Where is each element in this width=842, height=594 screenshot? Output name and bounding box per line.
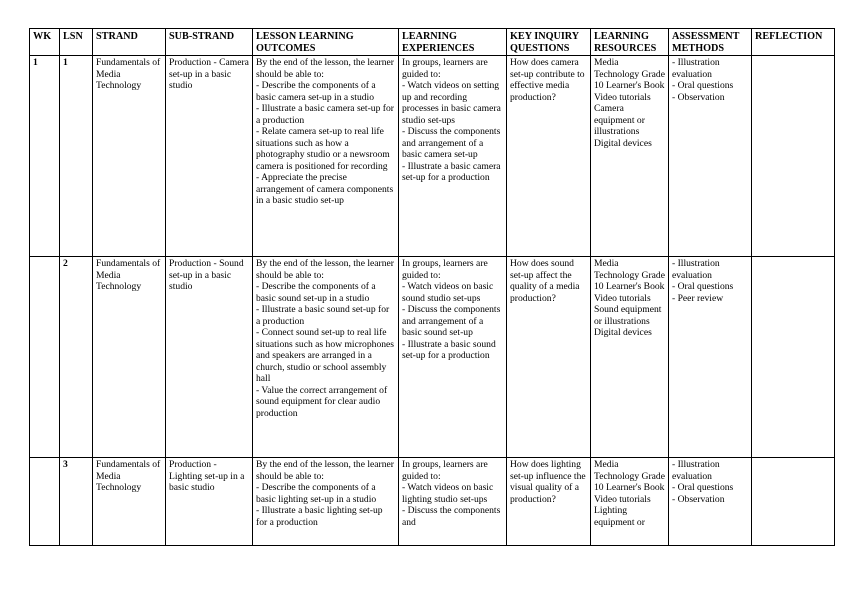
outcome-line: - Illustrate a basic camera set-up for a production xyxy=(256,103,394,126)
assessment-cell xyxy=(669,257,752,458)
outcomes-cell xyxy=(253,257,399,458)
week-cell: 1 xyxy=(30,56,60,257)
strand-cell: Fundamentals of Media Technology xyxy=(93,56,166,257)
assessment-line: - Oral questions xyxy=(672,482,734,494)
assessment-line: - Oral questions xyxy=(672,281,734,293)
resource-line: Media Technology Grade 10 Learner's Book xyxy=(594,459,665,494)
resource-line: Video tutorials xyxy=(594,493,651,505)
outcome-line: - Illustrate a basic sound set-up for a production xyxy=(256,304,390,327)
assessment-cell xyxy=(669,56,752,257)
table-row xyxy=(30,56,835,257)
outcome-line: - Appreciate the precise arrangement of camera components in a basic studio set-up xyxy=(256,172,394,207)
assessment-line: - Peer review xyxy=(672,292,724,304)
outcome-line: - Describe the components of a basic sound set-up in a studio xyxy=(256,281,376,304)
experience-line: - Illustrate a basic sound set-up for a production xyxy=(402,338,496,362)
sub-strand-cell: Production - Lighting set-up in a basic studio xyxy=(166,458,253,546)
week-cell xyxy=(30,458,60,546)
header-inquiry-questions: KEY INQUIRY QUESTIONS xyxy=(507,29,591,56)
resource-line: Video tutorials xyxy=(594,91,651,103)
experience-line: - Discuss the components and arrangement of a basic camera set-up xyxy=(402,126,501,161)
experiences-cell xyxy=(399,56,507,257)
outcome-line: - Relate camera set-up to real life situations such as how a photography studio or a newsroom camera is positioned for recording xyxy=(256,126,390,172)
experience-line: - Illustrate a basic camera set-up for a production xyxy=(402,160,501,184)
header-strand: STRAND xyxy=(93,29,166,56)
outcome-line: - Describe the components of a basic lighting set-up in a studio xyxy=(256,482,377,505)
outcome-line: - Value the correct arrangement of sound equipment for clear audio production xyxy=(256,384,388,419)
inquiry-question-cell: How does lighting set-up influence the visual quality of a production? xyxy=(507,458,591,546)
resource-line: Sound equipment or illustrations xyxy=(594,304,662,327)
assessment-line: - Observation xyxy=(672,493,725,505)
experiences-cell xyxy=(399,458,507,546)
header-wk: WK xyxy=(30,29,60,56)
outcomes-cell xyxy=(253,458,399,546)
header-lsn: LSN xyxy=(60,29,93,56)
header-outcomes: LESSON LEARNING OUTCOMES xyxy=(253,29,399,56)
outcome-line: By the end of the lesson, the learner should be able to: xyxy=(256,258,394,281)
lesson-cell: 1 xyxy=(60,56,93,257)
table-row xyxy=(30,257,835,458)
resource-line: Media Technology Grade 10 Learner's Book xyxy=(594,57,665,92)
table-row xyxy=(30,458,835,546)
resource-line: Video tutorials xyxy=(594,292,651,304)
header-row xyxy=(30,29,835,56)
assessment-line: - Observation xyxy=(672,91,725,103)
strand-cell: Fundamentals of Media Technology xyxy=(93,257,166,458)
resources-cell xyxy=(591,56,669,257)
resource-line: Media Technology Grade 10 Learner's Book xyxy=(594,258,665,293)
resource-line: Camera equipment or illustrations xyxy=(594,103,645,138)
resources-cell xyxy=(591,257,669,458)
outcome-line: By the end of the lesson, the learner should be able to: xyxy=(256,459,394,482)
experience-line: In groups, learners are guided to: xyxy=(402,258,488,281)
reflection-cell xyxy=(752,257,835,458)
resources-cell xyxy=(591,458,669,546)
assessment-line: - Illustration evaluation xyxy=(672,258,720,281)
assessment-line: - Oral questions xyxy=(672,80,734,92)
experience-line: - Discuss the components and arrangement of a basic sound set-up xyxy=(402,304,501,339)
strand-cell: Fundamentals of Media Technology xyxy=(93,458,166,546)
inquiry-question-cell: How does sound set-up affect the quality of a media production? xyxy=(507,257,591,458)
lesson-cell: 3 xyxy=(60,458,93,546)
outcome-line: - Connect sound set-up to real life situations such as how microphones and speakers are arranged in a church, studio or school assembly hall xyxy=(256,327,395,385)
reflection-cell xyxy=(752,458,835,546)
header-sub-strand: SUB-STRAND xyxy=(166,29,253,56)
outcomes-cell xyxy=(253,56,399,257)
sub-strand-cell: Production - Camera set-up in a basic studio xyxy=(166,56,253,257)
experience-line: - Watch videos on basic sound studio set-ups xyxy=(402,281,494,304)
assessment-line: - Illustration evaluation xyxy=(672,459,720,482)
header-assessment: ASSESSMENT METHODS xyxy=(669,29,752,56)
lesson-cell: 2 xyxy=(60,257,93,458)
inquiry-question-cell: How does camera set-up contribute to effective media production? xyxy=(507,56,591,257)
header-reflection: REFLECTION xyxy=(752,29,835,56)
outcome-line: By the end of the lesson, the learner should be able to: xyxy=(256,57,394,80)
sub-strand-cell: Production - Sound set-up in a basic studio xyxy=(166,257,253,458)
header-experiences: LEARNING EXPERIENCES xyxy=(399,29,507,56)
resource-line: Digital devices xyxy=(594,327,652,339)
week-cell xyxy=(30,257,60,458)
experiences-cell xyxy=(399,257,507,458)
experience-line: - Watch videos on basic lighting studio set-ups xyxy=(402,482,494,505)
resource-line: Lighting equipment or xyxy=(594,505,645,528)
resource-line: Digital devices xyxy=(594,137,652,149)
experience-line: - Discuss the components and xyxy=(402,505,501,528)
header-resources: LEARNING RESOURCES xyxy=(591,29,669,56)
experience-line: In groups, learners are guided to: xyxy=(402,459,488,482)
reflection-cell xyxy=(752,56,835,257)
experience-line: - Watch videos on setting up and recording processes in basic camera studio set-ups xyxy=(402,80,501,126)
outcome-line: - Illustrate a basic lighting set-up for a production xyxy=(256,505,383,528)
outcome-line: - Describe the components of a basic camera set-up in a studio xyxy=(256,80,376,103)
assessment-cell xyxy=(669,458,752,546)
scheme-of-work-table xyxy=(29,28,835,546)
assessment-line: - Illustration evaluation xyxy=(672,57,720,80)
experience-line: In groups, learners are guided to: xyxy=(402,57,488,80)
